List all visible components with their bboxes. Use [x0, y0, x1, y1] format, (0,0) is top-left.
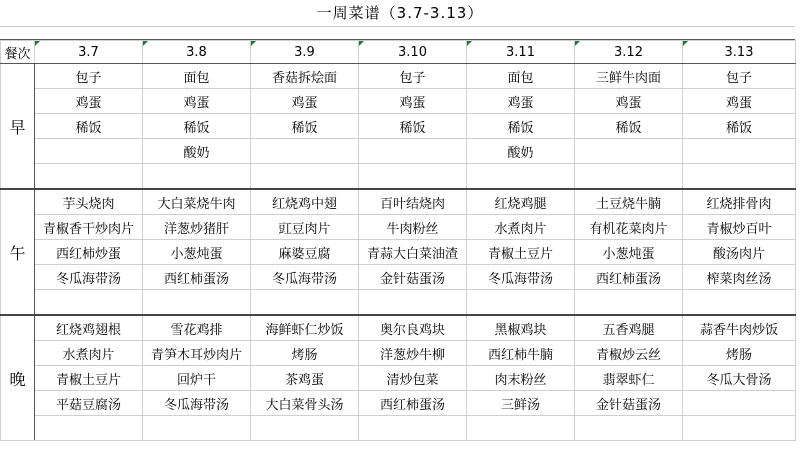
dish-cell[interactable]: 稀饭	[683, 114, 796, 139]
menu-row	[1, 265, 796, 290]
dish-cell[interactable]: 鸡蛋	[359, 89, 467, 114]
dish-cell[interactable]: 鸡蛋	[683, 89, 796, 114]
dish-cell[interactable]: 清炒包菜	[359, 366, 467, 391]
dish-cell[interactable]: 红烧鸡翅根	[35, 315, 143, 341]
dish-cell[interactable]: 黑椒鸡块	[467, 315, 575, 341]
dish-cell[interactable]: 鸡蛋	[35, 89, 143, 114]
dish-cell[interactable]: 蒜香牛肉炒饭	[683, 315, 796, 341]
dish-cell[interactable]	[251, 164, 359, 190]
dish-cell[interactable]: 青椒土豆片	[467, 240, 575, 265]
menu-row	[1, 164, 796, 190]
dish-cell[interactable]: 洋葱炒猪肝	[143, 215, 251, 240]
dish-cell[interactable]	[575, 139, 683, 164]
cell-note-marker	[683, 41, 688, 46]
dish-cell[interactable]: 冬瓜海带汤	[251, 265, 359, 290]
dish-cell[interactable]	[143, 164, 251, 190]
dish-cell[interactable]	[467, 290, 575, 316]
dish-cell[interactable]: 稀饭	[359, 114, 467, 139]
date-label: 3.9	[294, 44, 315, 60]
menu-row	[1, 64, 796, 89]
dish-cell[interactable]	[251, 416, 359, 441]
menu-row	[1, 215, 796, 240]
dish-cell[interactable]: 稀饭	[35, 114, 143, 139]
dish-cell[interactable]	[683, 290, 796, 316]
dish-cell[interactable]: 牛肉粉丝	[359, 215, 467, 240]
dish-cell[interactable]	[251, 290, 359, 316]
dish-cell[interactable]: 青椒土豆片	[35, 366, 143, 391]
dish-cell[interactable]: 冬瓜海带汤	[467, 265, 575, 290]
dish-cell[interactable]	[467, 164, 575, 190]
dish-cell[interactable]: 百叶结烧肉	[359, 189, 467, 215]
date-label: 3.10	[398, 44, 427, 60]
dish-cell[interactable]	[683, 416, 796, 441]
dish-cell[interactable]: 红烧排骨肉	[683, 189, 796, 215]
dish-cell[interactable]: 包子	[35, 64, 143, 89]
dish-cell[interactable]: 鸡蛋	[467, 89, 575, 114]
date-label: 3.11	[506, 44, 535, 60]
date-header-cell[interactable]	[575, 41, 683, 64]
dish-cell[interactable]: 西红柿蛋汤	[575, 265, 683, 290]
dish-cell[interactable]: 肉末粉丝	[467, 366, 575, 391]
menu-row	[1, 341, 796, 366]
dish-cell[interactable]: 冬瓜大骨汤	[683, 366, 796, 391]
dish-cell[interactable]	[359, 416, 467, 441]
dish-cell[interactable]: 金针菇蛋汤	[575, 391, 683, 416]
dish-cell[interactable]	[683, 391, 796, 416]
dish-cell[interactable]: 平菇豆腐汤	[35, 391, 143, 416]
dish-cell[interactable]: 包子	[683, 64, 796, 89]
menu-row	[1, 114, 796, 139]
dish-cell[interactable]: 三鲜牛肉面	[575, 64, 683, 89]
dish-cell[interactable]: 翡翠虾仁	[575, 366, 683, 391]
dish-cell[interactable]	[143, 290, 251, 316]
dish-cell[interactable]: 酸奶	[143, 139, 251, 164]
dish-cell[interactable]	[359, 164, 467, 190]
date-header-cell[interactable]	[251, 41, 359, 64]
dish-cell[interactable]: 鸡蛋	[143, 89, 251, 114]
dish-cell[interactable]	[251, 139, 359, 164]
meal-label-breakfast[interactable]: 早	[1, 64, 35, 190]
dish-cell[interactable]: 金针菇蛋汤	[359, 265, 467, 290]
dish-cell[interactable]: 茶鸡蛋	[251, 366, 359, 391]
dish-cell[interactable]: 小葱炖蛋	[143, 240, 251, 265]
dish-cell[interactable]: 面包	[143, 64, 251, 89]
dish-cell[interactable]: 冬瓜海带汤	[35, 265, 143, 290]
dish-cell[interactable]: 烤肠	[251, 341, 359, 366]
dish-cell[interactable]: 回炉干	[143, 366, 251, 391]
title-divider	[0, 26, 795, 40]
date-label: 3.8	[186, 44, 207, 60]
cell-note-marker	[467, 41, 472, 46]
menu-row	[1, 290, 796, 316]
dish-cell[interactable]: 稀饭	[251, 114, 359, 139]
dish-cell[interactable]: 冬瓜海带汤	[143, 391, 251, 416]
dish-cell[interactable]: 西红柿蛋汤	[143, 265, 251, 290]
header-row	[1, 41, 796, 64]
page-title: 一周菜谱（3.7-3.13）	[316, 4, 484, 22]
dish-cell[interactable]: 雪花鸡排	[143, 315, 251, 341]
dish-cell[interactable]	[575, 416, 683, 441]
dish-cell[interactable]	[35, 290, 143, 316]
date-label: 3.13	[724, 44, 754, 60]
dish-cell[interactable]: 稀饭	[575, 114, 683, 139]
dish-cell[interactable]: 酸汤肉片	[683, 240, 796, 265]
dish-cell[interactable]: 青蒜大白菜油渣	[359, 240, 467, 265]
dish-cell[interactable]: 青椒香干炒肉片	[35, 215, 143, 240]
cell-note-marker	[143, 41, 148, 46]
dish-cell[interactable]: 烤肠	[683, 341, 796, 366]
dish-cell[interactable]	[467, 416, 575, 441]
dish-cell[interactable]: 榨菜肉丝汤	[683, 265, 796, 290]
dish-cell[interactable]	[575, 290, 683, 316]
date-header-cell[interactable]	[467, 41, 575, 64]
dish-cell[interactable]	[35, 416, 143, 441]
menu-row	[1, 189, 796, 215]
dish-cell[interactable]: 土豆烧牛腩	[575, 189, 683, 215]
dish-cell[interactable]: 麻婆豆腐	[251, 240, 359, 265]
dish-cell[interactable]: 海鲜虾仁炒饭	[251, 315, 359, 341]
dish-cell[interactable]	[683, 164, 796, 190]
dish-cell[interactable]	[683, 139, 796, 164]
cell-note-marker	[35, 41, 40, 46]
dish-cell[interactable]: 三鲜汤	[467, 391, 575, 416]
dish-cell[interactable]: 青笋木耳炒肉片	[143, 341, 251, 366]
dish-cell[interactable]: 五香鸡腿	[575, 315, 683, 341]
meal-label-dinner[interactable]: 晚	[1, 315, 35, 441]
meal-header-cell[interactable]: 餐次	[1, 41, 35, 64]
dish-cell[interactable]: 香菇拆烩面	[251, 64, 359, 89]
dish-cell[interactable]	[359, 290, 467, 316]
menu-table-body	[1, 41, 796, 441]
dish-cell[interactable]: 芋头烧肉	[35, 189, 143, 215]
date-header-cell[interactable]	[359, 41, 467, 64]
dish-cell[interactable]	[575, 164, 683, 190]
menu-row	[1, 89, 796, 114]
dish-cell[interactable]: 稀饭	[467, 114, 575, 139]
dish-cell[interactable]: 包子	[359, 64, 467, 89]
meal-label-lunch[interactable]: 午	[1, 189, 35, 315]
dish-cell[interactable]	[35, 164, 143, 190]
dish-cell[interactable]: 酸奶	[467, 139, 575, 164]
menu-row	[1, 240, 796, 265]
menu-row	[1, 139, 796, 164]
dish-cell[interactable]: 豇豆肉片	[251, 215, 359, 240]
dish-cell[interactable]: 青椒炒百叶	[683, 215, 796, 240]
date-header-cell[interactable]	[683, 41, 796, 64]
dish-cell[interactable]: 西红柿牛腩	[467, 341, 575, 366]
dish-cell[interactable]: 西红柿炒蛋	[35, 240, 143, 265]
dish-cell[interactable]: 有机花菜肉片	[575, 215, 683, 240]
cell-note-marker	[575, 41, 580, 46]
cell-note-marker	[251, 41, 256, 46]
dish-cell[interactable]	[35, 139, 143, 164]
dish-cell[interactable]: 水煮肉片	[467, 215, 575, 240]
dish-cell[interactable]: 红烧鸡腿	[467, 189, 575, 215]
menu-row	[1, 315, 796, 341]
date-header-cell[interactable]	[35, 41, 143, 64]
dish-cell[interactable]: 红烧鸡中翅	[251, 189, 359, 215]
menu-row	[1, 391, 796, 416]
dish-cell[interactable]: 大白菜骨头汤	[251, 391, 359, 416]
dish-cell[interactable]: 洋葱炒牛柳	[359, 341, 467, 366]
date-label: 3.7	[78, 44, 99, 60]
dish-cell[interactable]: 大白菜烧牛肉	[143, 189, 251, 215]
dish-cell[interactable]: 稀饭	[143, 114, 251, 139]
date-label: 3.12	[614, 44, 643, 60]
dish-cell[interactable]: 面包	[467, 64, 575, 89]
dish-cell[interactable]: 鸡蛋	[251, 89, 359, 114]
date-header-cell[interactable]	[143, 41, 251, 64]
dish-cell[interactable]: 西红柿蛋汤	[359, 391, 467, 416]
dish-cell[interactable]: 青椒炒云丝	[575, 341, 683, 366]
dish-cell[interactable]: 鸡蛋	[575, 89, 683, 114]
menu-row	[1, 416, 796, 441]
dish-cell[interactable]: 水煮肉片	[35, 341, 143, 366]
dish-cell[interactable]: 奥尔良鸡块	[359, 315, 467, 341]
dish-cell[interactable]	[359, 139, 467, 164]
menu-row	[1, 366, 796, 391]
menu-table	[0, 40, 796, 441]
dish-cell[interactable]: 小葱炖蛋	[575, 240, 683, 265]
dish-cell[interactable]	[143, 416, 251, 441]
cell-note-marker	[359, 41, 364, 46]
